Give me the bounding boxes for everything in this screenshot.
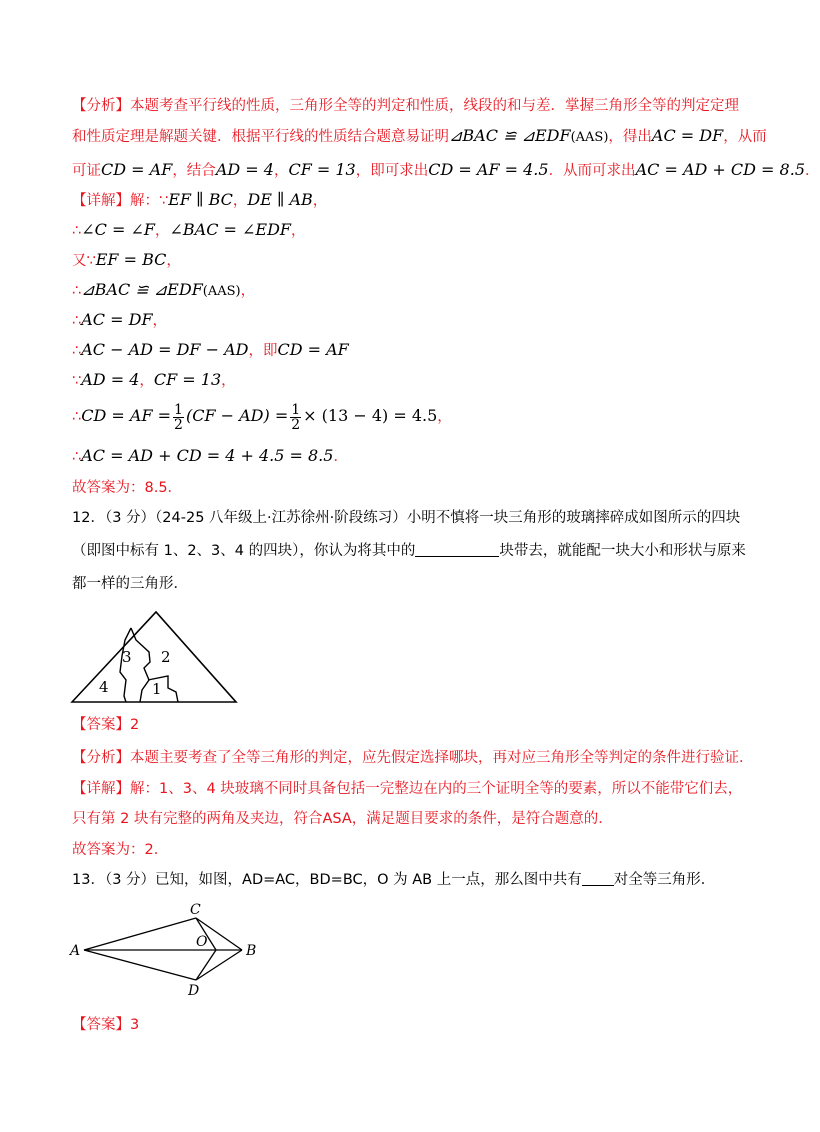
analysis-line-2: 和性质定理是解题关键．根据平行线的性质结合题意易证明⊿BAC ≌ ⊿EDF(AAS)，得出AC = DF，从而	[72, 126, 767, 145]
segment-DO	[196, 950, 216, 980]
piece-label-3: 3	[122, 648, 132, 666]
answer-line-12: 【答案】2	[72, 717, 140, 733]
answer-blank-12[interactable]	[415, 542, 499, 557]
question-12-line-3: 都一样的三角形．	[72, 576, 188, 592]
point-label-A: A	[70, 943, 81, 959]
analysis-line-3: 可证CD = AF，结合AD = 4，CF = 13，即可求出CD = AF = 4.5．从而可求出AC = AD + CD = 8.5．	[72, 160, 820, 179]
point-label-O: O	[196, 934, 208, 950]
detail-line-6: ∴AC − AD = DF − AD，即CD = AF	[72, 340, 349, 359]
fraction-half-2: $\frac{1}{2}$	[291, 401, 301, 433]
answer-line-11: 故答案为：8.5．	[72, 480, 183, 496]
segment-DB	[196, 950, 242, 980]
point-label-B: B	[246, 943, 257, 959]
answer-line-13: 【答案】3	[72, 1017, 140, 1033]
segment-AD	[84, 950, 196, 980]
detail-line-4: ∴⊿BAC ≌ ⊿EDF(AAS)，	[72, 280, 256, 299]
answer-blank-13[interactable]	[582, 871, 614, 886]
question-12-line-1: 12．（3 分）（24-25 八年级上·江苏徐州·阶段练习）小明不慎将一块三角形的玻璃摔碎成如图所示的四块	[72, 510, 741, 526]
piece-label-2: 2	[161, 648, 171, 666]
detail-line-8: ∴CD = AF = $\frac{1}{2}$ (CF − AD) = $\frac{1}{2}$ × (13 − 4) = 4.5，	[72, 401, 452, 433]
detail-line-5: ∴AC = DF，	[72, 310, 168, 329]
detail-line-12-2: 只有第 2 块有完整的两角及夹边，符合ASA，满足题目要求的条件，是符合题意的．	[72, 811, 613, 827]
detail-line-7: ∵AD = 4，CF = 13，	[72, 370, 236, 389]
detail-line-1: 【详解】解：∵EF ∥ BC，DE ∥ AB，	[72, 190, 328, 209]
segment-AC	[84, 918, 196, 950]
question-13-line-1: 13．（3 分）已知，如图，AD=AC，BD=BC，O 为 AB 上一点，那么图中共有 对全等三角形．	[72, 872, 716, 888]
analysis-tag: 【分析】	[72, 98, 130, 114]
detail-line-2: ∴∠C = ∠F，∠BAC = ∠EDF，	[72, 220, 306, 239]
analysis-line-12: 【分析】本题主要考查了全等三角形的判定，应先假定选择哪块，再对应三角形全等判定的条件进行验证．	[72, 750, 754, 766]
analysis-line-1: 【分析】本题考查平行线的性质，三角形全等的判定和性质，线段的和与差．掌握三角形全等的判定定理	[72, 98, 739, 114]
piece-label-4: 4	[99, 678, 109, 696]
point-label-D: D	[188, 983, 200, 999]
broken-triangle-figure	[64, 610, 244, 710]
question-12-line-2: （即图中标有 1、2、3、4 的四块），你认为将其中的 块带去，就能配一块大小和形状与原来	[72, 543, 746, 559]
point-label-C: C	[190, 902, 201, 918]
piece-label-1: 1	[152, 680, 162, 698]
kite-figure	[66, 898, 266, 998]
fraction-half-1: $\frac{1}{2}$	[174, 401, 183, 433]
detail-line-3: 又∵EF = BC，	[72, 250, 181, 269]
detail-line-9: ∴AC = AD + CD = 4 + 4.5 = 8.5．	[72, 446, 348, 465]
answer-summary-12: 故答案为：2．	[72, 842, 169, 858]
detail-line-12-1: 【详解】解：1、3、4 块玻璃不同时具备包括一完整边在内的三个证明全等的要素，所以不能带它们去，	[72, 781, 743, 797]
crack-line-middle	[131, 628, 150, 702]
